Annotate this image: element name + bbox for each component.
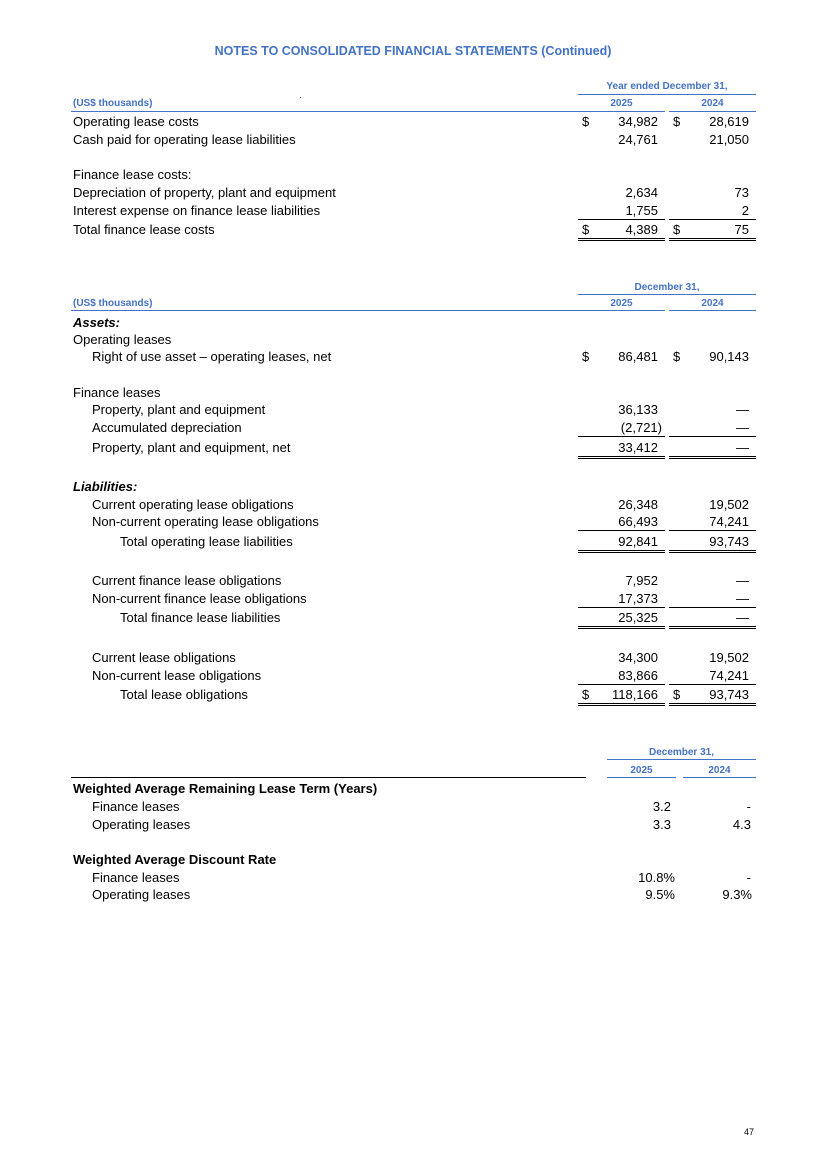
- table-row: [0, 496, 826, 513]
- row-label: Interest expense on finance lease liabilities: [73, 203, 321, 218]
- table-row: [0, 572, 826, 589]
- row-label: Finance leases: [92, 799, 180, 814]
- page-number: 47: [743, 1127, 754, 1137]
- value-2024: —: [736, 420, 749, 435]
- table-row: [0, 221, 826, 238]
- value-2024: —: [736, 591, 749, 606]
- value-2025: 36,133: [618, 402, 658, 417]
- row-label: Finance leases: [92, 870, 180, 885]
- period-header: Year ended December 31,: [606, 81, 728, 92]
- row-label: Total finance lease costs: [73, 222, 215, 237]
- currency-symbol: $: [582, 687, 590, 702]
- column-header-2025: 2025: [610, 98, 633, 109]
- value-2024: 19,502: [709, 650, 749, 665]
- table-row: [0, 131, 826, 148]
- row-label: Operating leases: [73, 332, 172, 347]
- value-2024: 2: [741, 203, 749, 218]
- value-2025: 92,841: [618, 534, 658, 549]
- units-label: (US$ thousands): [73, 298, 153, 309]
- currency-symbol: $: [582, 222, 590, 237]
- table-row: [0, 886, 826, 903]
- table-row: [0, 798, 826, 815]
- column-rule-2024: [669, 111, 756, 112]
- value-2024: -: [746, 870, 751, 885]
- column-rule-2025: [578, 310, 665, 311]
- table-row: [0, 478, 826, 495]
- column-header-2024: 2024: [701, 98, 724, 109]
- currency-symbol: $: [673, 114, 681, 129]
- value-2025: 1,755: [625, 203, 658, 218]
- row-label: Finance lease costs:: [73, 167, 192, 182]
- period-header-rule: [578, 94, 756, 95]
- units-rule: [71, 310, 580, 311]
- row-label: Operating leases: [92, 817, 191, 832]
- value-2025: 3.3: [652, 817, 671, 832]
- row-label: Cash paid for operating lease liabilities: [73, 132, 296, 147]
- table-row: [0, 314, 826, 331]
- table-row: [0, 590, 826, 607]
- units-rule: [71, 111, 580, 112]
- table-row: [0, 533, 826, 550]
- stray-mark: [300, 97, 301, 98]
- table-row: [0, 184, 826, 201]
- table-row: [0, 439, 826, 456]
- value-2025: 2,634: [625, 185, 658, 200]
- value-2024: 19,502: [709, 497, 749, 512]
- value-2024: 4.3: [732, 817, 751, 832]
- table-row: [0, 851, 826, 868]
- period-header-rule: [607, 759, 756, 760]
- row-label: Non-current operating lease obligations: [92, 514, 319, 529]
- value-2025: 34,982: [618, 114, 658, 129]
- row-label: Depreciation of property, plant and equipment: [73, 185, 336, 200]
- value-2024: 28,619: [709, 114, 749, 129]
- table-row: [0, 649, 826, 666]
- currency-symbol: $: [673, 349, 681, 364]
- value-2025: 9.5%: [645, 887, 675, 902]
- section-heading: Assets:: [73, 315, 120, 330]
- table-row: [0, 667, 826, 684]
- row-label: Current finance lease obligations: [92, 573, 282, 588]
- row-label: Right of use asset – operating leases, net: [92, 349, 332, 364]
- row-label: Total finance lease liabilities: [120, 610, 281, 625]
- table-row: [0, 166, 826, 183]
- table-row: [0, 401, 826, 418]
- page-title: NOTES TO CONSOLIDATED FINANCIAL STATEMENTS (Continued): [214, 44, 612, 58]
- row-label: Finance leases: [73, 385, 161, 400]
- table-row: [0, 202, 826, 219]
- table-row: [0, 384, 826, 401]
- column-rule-2024: [683, 777, 756, 778]
- row-label: Total operating lease liabilities: [120, 534, 293, 549]
- value-2025: 66,493: [618, 514, 658, 529]
- value-2024: -: [746, 799, 751, 814]
- section-heading: Weighted Average Discount Rate: [73, 852, 277, 867]
- value-2025: 25,325: [618, 610, 658, 625]
- row-label: Operating leases: [92, 887, 191, 902]
- value-2024: 9.3%: [722, 887, 752, 902]
- value-2024: 93,743: [709, 534, 749, 549]
- table-row: [0, 816, 826, 833]
- table-row: [0, 609, 826, 626]
- row-label: Operating lease costs: [73, 114, 199, 129]
- column-header-2024: 2024: [708, 765, 731, 776]
- currency-symbol: $: [673, 222, 681, 237]
- value-2025: 3.2: [652, 799, 671, 814]
- value-2025: 24,761: [618, 132, 658, 147]
- row-label: Property, plant and equipment: [92, 402, 266, 417]
- row-label: Non-current finance lease obligations: [92, 591, 307, 606]
- value-2025: (2,721): [620, 420, 662, 435]
- table-row: [0, 419, 826, 436]
- value-2025: 118,166: [611, 687, 658, 702]
- section-heading: Liabilities:: [73, 479, 138, 494]
- value-2024: 74,241: [709, 514, 749, 529]
- column-header-2024: 2024: [701, 298, 724, 309]
- value-2024: 21,050: [709, 132, 749, 147]
- value-2024: —: [736, 402, 749, 417]
- section-heading: Weighted Average Remaining Lease Term (Years): [73, 781, 378, 796]
- currency-symbol: $: [582, 349, 590, 364]
- value-2024: 93,743: [709, 687, 749, 702]
- period-header: December 31,: [648, 747, 715, 758]
- period-header-rule: [578, 294, 756, 295]
- currency-symbol: $: [582, 114, 590, 129]
- table-row: [0, 686, 826, 703]
- units-rule: [71, 777, 586, 778]
- units-label: (US$ thousands): [73, 98, 153, 109]
- value-2024: 90,143: [709, 349, 749, 364]
- table-row: [0, 869, 826, 886]
- column-header-2025: 2025: [610, 298, 633, 309]
- period-header: December 31,: [634, 282, 700, 293]
- value-2024: 75: [734, 222, 749, 237]
- row-label: Property, plant and equipment, net: [92, 440, 291, 455]
- value-2024: 73: [734, 185, 749, 200]
- table-row: [0, 780, 826, 797]
- value-2024: —: [736, 440, 749, 455]
- column-rule-2025: [578, 111, 665, 112]
- value-2025: 34,300: [618, 650, 658, 665]
- value-2025: 7,952: [625, 573, 658, 588]
- row-label: Current operating lease obligations: [92, 497, 294, 512]
- value-2025: 4,389: [625, 222, 658, 237]
- column-rule-2025: [607, 777, 676, 778]
- table-row: [0, 348, 826, 365]
- column-rule-2024: [669, 310, 756, 311]
- table-row: [0, 113, 826, 130]
- value-2025: 26,348: [618, 497, 658, 512]
- value-2025: 33,412: [618, 440, 658, 455]
- row-label: Total lease obligations: [120, 687, 248, 702]
- row-label: Non-current lease obligations: [92, 668, 262, 683]
- value-2025: 10.8%: [638, 870, 675, 885]
- table-row: [0, 331, 826, 348]
- currency-symbol: $: [673, 687, 681, 702]
- value-2024: —: [736, 610, 749, 625]
- value-2024: —: [736, 573, 749, 588]
- value-2025: 17,373: [618, 591, 658, 606]
- value-2025: 83,866: [618, 668, 658, 683]
- row-label: Accumulated depreciation: [92, 420, 242, 435]
- table-row: [0, 513, 826, 530]
- row-label: Current lease obligations: [92, 650, 236, 665]
- value-2025: 86,481: [618, 349, 658, 364]
- column-header-2025: 2025: [630, 765, 653, 776]
- value-2024: 74,241: [709, 668, 749, 683]
